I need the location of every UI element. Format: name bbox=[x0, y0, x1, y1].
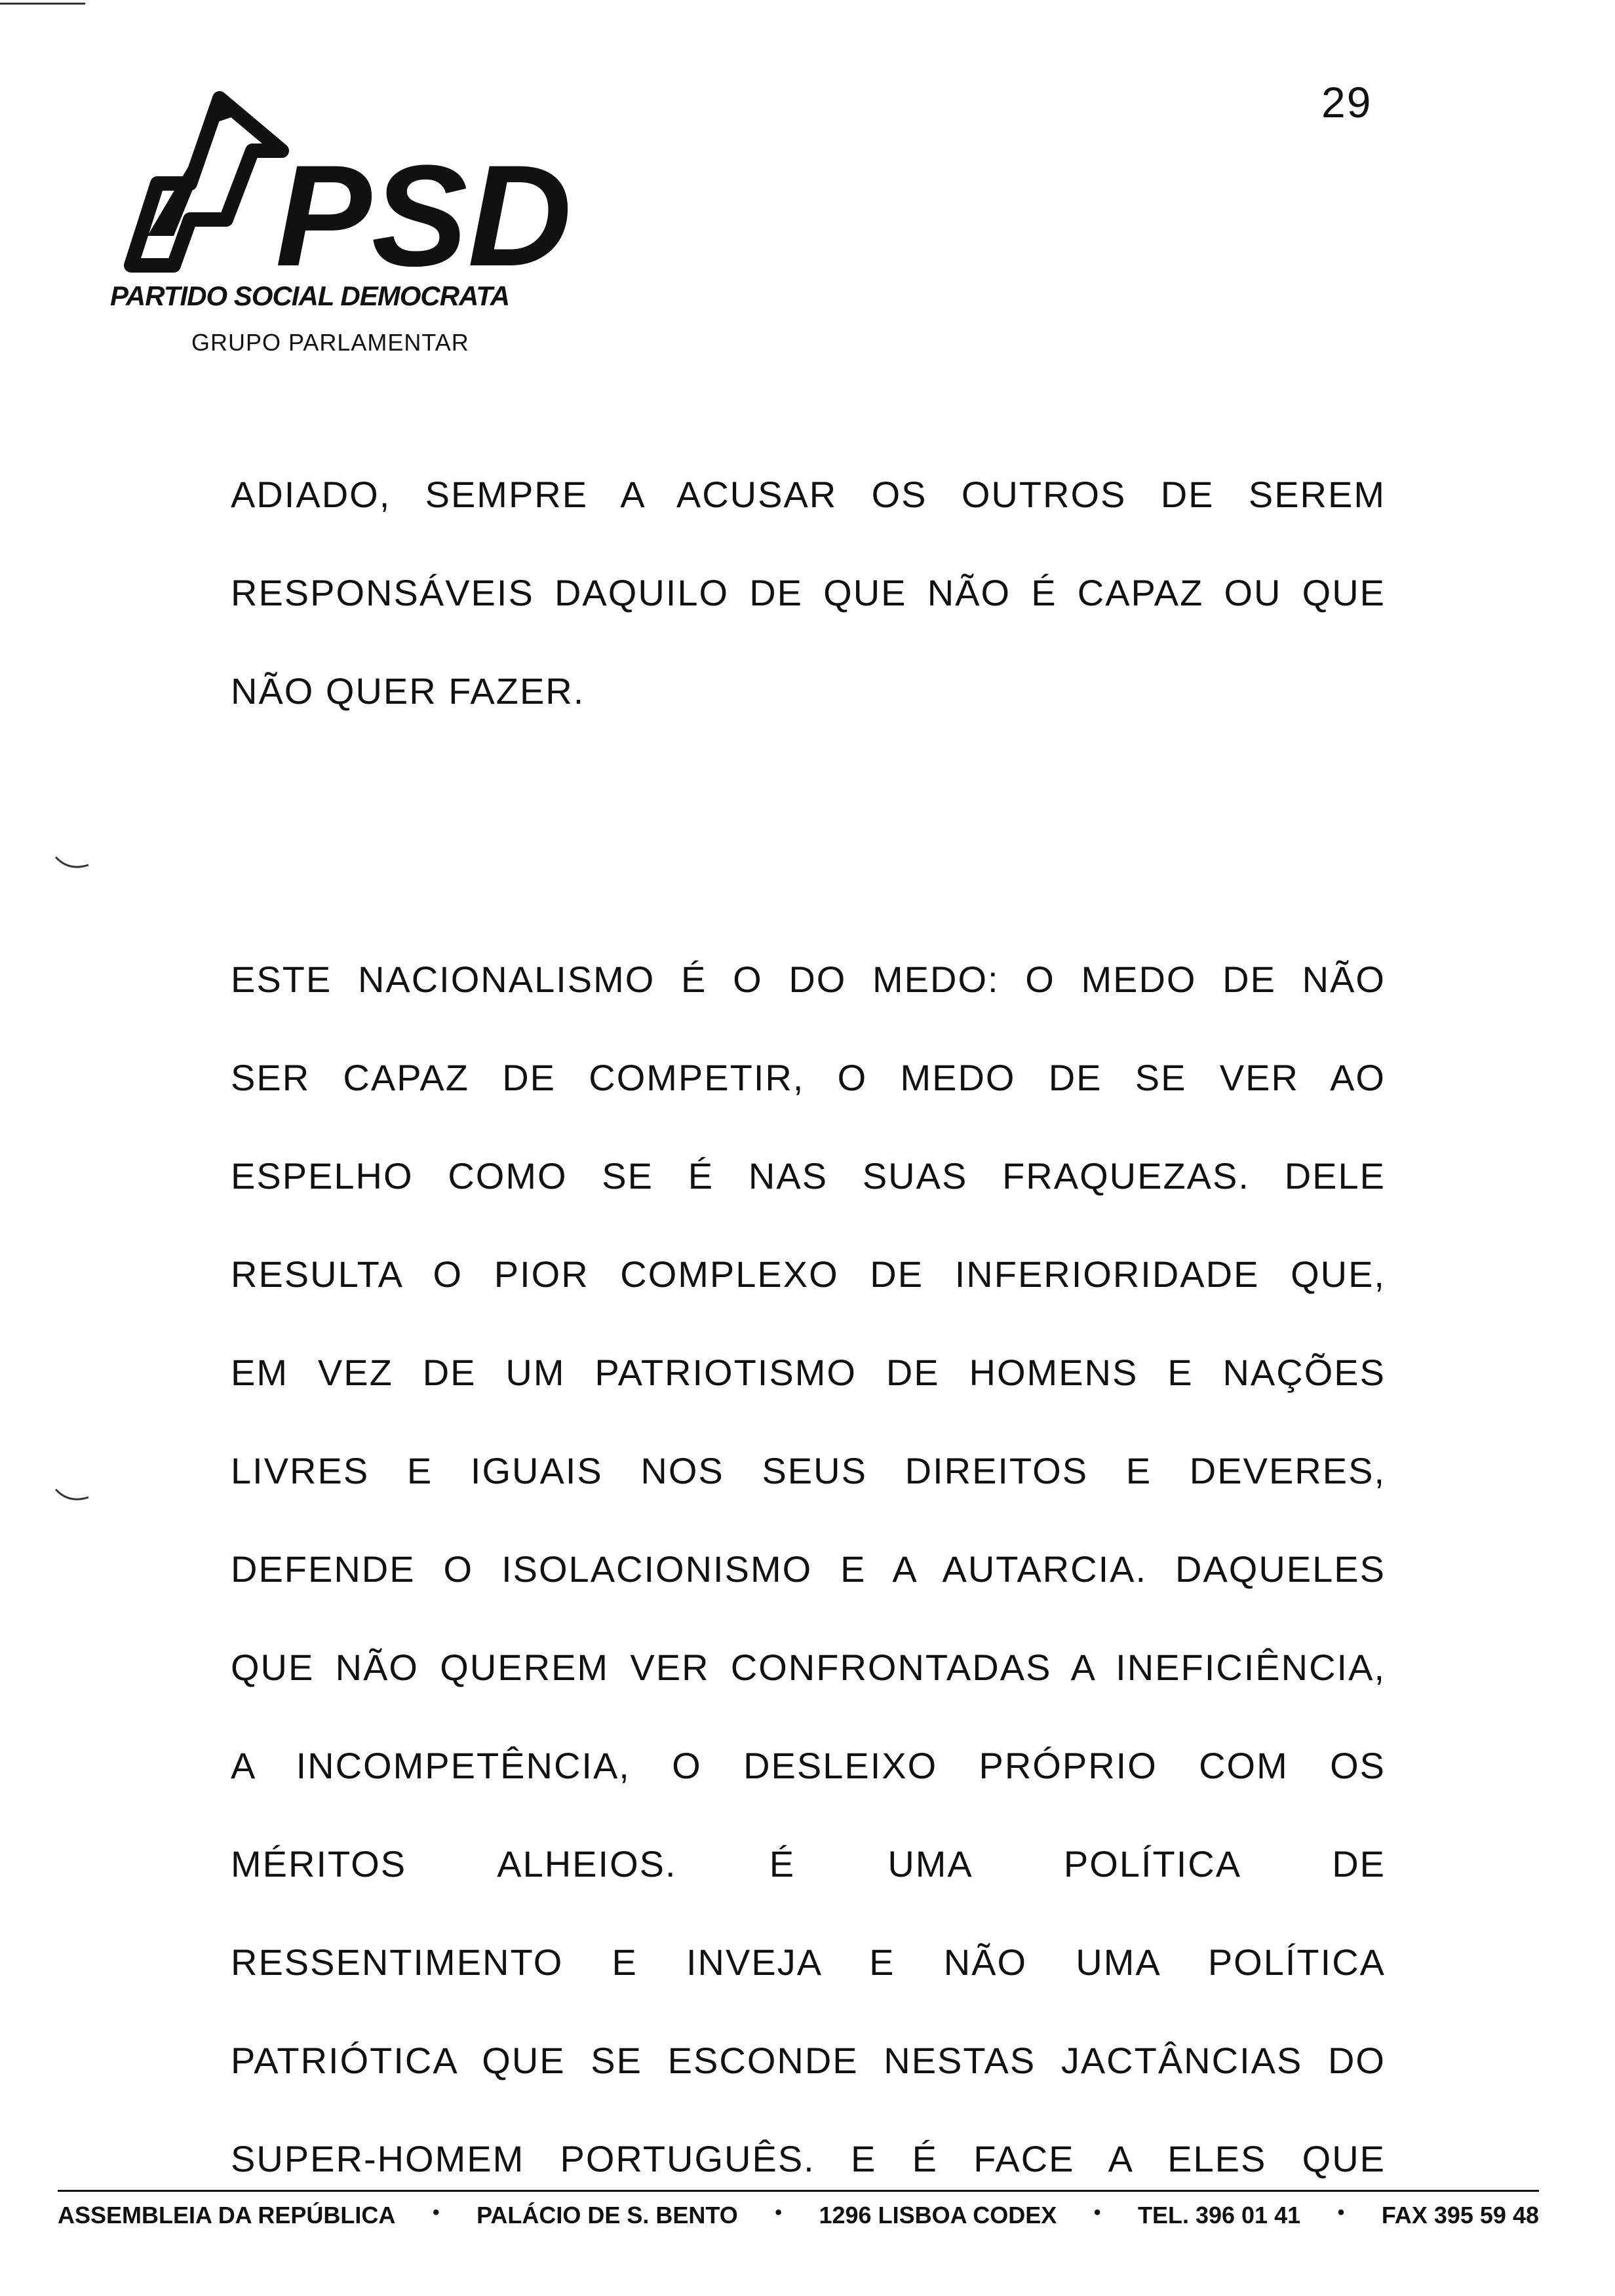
psd-logo bbox=[111, 85, 583, 308]
paragraph-1 bbox=[231, 446, 1386, 740]
body-text bbox=[231, 446, 1386, 2208]
text-line: ESPELHO COMO SE É NAS SUAS FRAQUEZAS. DELE bbox=[231, 1155, 1386, 1196]
text-line: ESTE NACIONALISMO É O DO MEDO: O MEDO DE NÃO bbox=[231, 959, 1386, 1000]
text-line: QUE NÃO QUEREM VER CONFRONTADAS A INEFICIÊNCIA, bbox=[231, 1647, 1386, 1688]
text-line: MÉRITOS ALHEIOS. É UMA POLÍTICA DE bbox=[231, 1843, 1386, 1885]
footer-item: FAX 395 59 48 bbox=[1381, 2202, 1539, 2229]
text-line: EM VEZ DE UM PATRIOTISMO DE HOMENS E NAÇÕES bbox=[231, 1352, 1386, 1393]
scan-edge-line bbox=[0, 3, 85, 5]
footer-separator: • bbox=[432, 2202, 440, 2223]
page-number: 29 bbox=[1321, 78, 1372, 126]
svg-text:PSD: PSD bbox=[275, 135, 572, 282]
psd-logo-icon bbox=[111, 85, 583, 282]
text-line: NÃO QUER FAZER. bbox=[231, 670, 585, 712]
footer-address bbox=[58, 2202, 1539, 2229]
footer-rule bbox=[58, 2190, 1539, 2192]
footer-separator: • bbox=[1093, 2202, 1101, 2223]
margin-mark bbox=[52, 852, 92, 878]
text-line: DEFENDE O ISOLACIONISMO E A AUTARCIA. DAQUELES bbox=[231, 1548, 1386, 1590]
party-name: PARTIDO SOCIAL DEMOCRATA bbox=[110, 280, 510, 311]
footer-item: 1296 LISBOA CODEX bbox=[819, 2202, 1057, 2229]
footer-separator: • bbox=[775, 2202, 782, 2223]
text-line: A INCOMPETÊNCIA, O DESLEIXO PRÓPRIO COM OS bbox=[231, 1745, 1386, 1786]
paragraph-2 bbox=[231, 930, 1386, 2208]
paragraph-gap bbox=[231, 740, 1386, 930]
text-line: RESPONSÁVEIS DAQUILO DE QUE NÃO É CAPAZ OU QUE bbox=[231, 572, 1386, 613]
margin-mark bbox=[52, 1484, 92, 1510]
text-line: SUPER-HOMEM PORTUGUÊS. E É FACE A ELES QUE bbox=[231, 2138, 1386, 2179]
text-line: RESULTA O PIOR COMPLEXO DE INFERIORIDADE QUE, bbox=[231, 1253, 1386, 1295]
footer-separator: • bbox=[1337, 2202, 1345, 2223]
text-line: LIVRES E IGUAIS NOS SEUS DIREITOS E DEVERES, bbox=[231, 1450, 1386, 1491]
footer-item: PALÁCIO DE S. BENTO bbox=[477, 2202, 738, 2229]
text-line: ADIADO, SEMPRE A ACUSAR OS OUTROS DE SEREM bbox=[231, 474, 1386, 515]
group-name: GRUPO PARLAMENTAR bbox=[191, 329, 469, 356]
footer-item: ASSEMBLEIA DA REPÚBLICA bbox=[58, 2202, 396, 2229]
text-line: PATRIÓTICA QUE SE ESCONDE NESTAS JACTÂNCIAS DO bbox=[231, 2040, 1386, 2081]
footer-item: TEL. 396 01 41 bbox=[1137, 2202, 1301, 2229]
text-line: SER CAPAZ DE COMPETIR, O MEDO DE SE VER AO bbox=[231, 1057, 1386, 1098]
text-line: RESSENTIMENTO E INVEJA E NÃO UMA POLÍTICA bbox=[231, 1942, 1386, 1983]
